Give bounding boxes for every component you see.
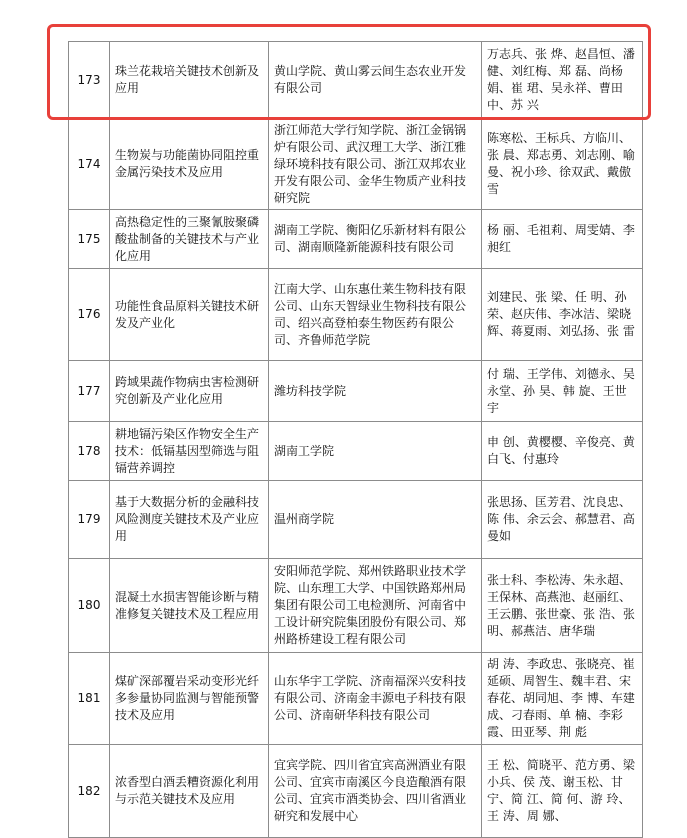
table-row <box>69 42 643 119</box>
completing-units: 江南大学、山东惠仕莱生物科技有限公司、山东天智绿业生物科技有限公司、绍兴高登柏泰生物医药有限公司、齐鲁师范学院 <box>269 269 482 361</box>
completing-people: 刘建民、张 梁、任 明、孙 荣、赵庆伟、李冰洁、梁晓辉、蒋夏雨、刘弘扬、张 雷 <box>482 269 643 361</box>
completing-people: 王 松、简晓平、范方勇、梁小兵、侯 茂、谢玉松、甘 宁、简 江、简 何、游 玲、王 涛、周 娜、 <box>482 745 643 838</box>
completing-people: 万志兵、张 烨、赵昌恒、潘 健、刘红梅、郑 磊、尚杨娟、崔 珺、吴永祥、曹田中、苏 兴 <box>482 42 643 119</box>
table-row <box>69 119 643 210</box>
table-row <box>69 745 643 838</box>
table-row <box>69 422 643 481</box>
completing-units: 宜宾学院、四川省宜宾高洲酒业有限公司、宜宾市南溪区今良造酿酒有限公司、宜宾市酒类协会、四川省酒业研究和发展中心 <box>269 745 482 838</box>
project-title: 耕地镉污染区作物安全生产技术：低镉基因型筛选与阻镉营养调控 <box>110 422 269 481</box>
completing-units: 安阳师范学院、郑州铁路职业技术学院、山东理工大学、中国铁路郑州局集团有限公司工电检测所、河南省中工设计研究院集团股份有限公司、郑州路桥建设工程有限公司 <box>269 559 482 653</box>
completing-people: 胡 涛、李政忠、张晓亮、崔延硕、周智生、魏丰君、宋春花、胡同旭、李 博、车建成、刁春雨、单 楠、李彩霞、田亚琴、荆 彪 <box>482 653 643 745</box>
row-number: 179 <box>69 481 110 559</box>
completing-units: 浙江师范大学行知学院、浙江金锅锅炉有限公司、武汉理工大学、浙江雅绿环境科技有限公司、浙江双邦农业开发有限公司、金华生物质产业科技研究院 <box>269 119 482 210</box>
project-title: 跨域果蔬作物病虫害检测研究创新及产业化应用 <box>110 361 269 422</box>
table-row <box>69 210 643 269</box>
completing-people: 杨 丽、毛祖莉、周雯婧、李昶红 <box>482 210 643 269</box>
table-row <box>69 269 643 361</box>
completing-units: 湖南工学院 <box>269 422 482 481</box>
table-row <box>69 481 643 559</box>
completing-units: 山东华宇工学院、济南福深兴安科技有限公司、济南金丰源电子科技有限公司、济南研华科技有限公司 <box>269 653 482 745</box>
project-title: 生物炭与功能菌协同阻控重金属污染技术及应用 <box>110 119 269 210</box>
project-title: 功能性食品原料关键技术研发及产业化 <box>110 269 269 361</box>
completing-units: 黄山学院、黄山雾云间生态农业开发有限公司 <box>269 42 482 119</box>
row-number: 178 <box>69 422 110 481</box>
row-number: 177 <box>69 361 110 422</box>
project-title: 基于大数据分析的金融科技风险测度关键技术及产业应用 <box>110 481 269 559</box>
table-row <box>69 361 643 422</box>
row-number: 173 <box>69 42 110 119</box>
award-table <box>68 41 643 838</box>
completing-people: 张思扬、匡芳君、沈良忠、陈 伟、余云会、郝慧君、高曼如 <box>482 481 643 559</box>
completing-people: 张士科、李松涛、朱永超、王保林、高燕池、赵丽红、王云鹏、张世豪、张 浩、张 明、郝燕洁、唐华瑞 <box>482 559 643 653</box>
project-title: 混凝土水损害智能诊断与精准修复关键技术及工程应用 <box>110 559 269 653</box>
project-title: 浓香型白酒丢糟资源化利用与示范关键技术及应用 <box>110 745 269 838</box>
table-row <box>69 653 643 745</box>
row-number: 176 <box>69 269 110 361</box>
completing-people: 付 瑞、王学伟、刘德永、吴永堂、孙 昊、韩 旋、王世宇 <box>482 361 643 422</box>
project-title: 煤矿深部覆岩采动变形光纤多参量协同监测与智能预警技术及应用 <box>110 653 269 745</box>
project-title: 珠兰花栽培关键技术创新及应用 <box>110 42 269 119</box>
row-number: 180 <box>69 559 110 653</box>
project-title: 高热稳定性的三聚氰胺聚磷酸盐制备的关键技术与产业化应用 <box>110 210 269 269</box>
completing-units: 潍坊科技学院 <box>269 361 482 422</box>
table-row <box>69 559 643 653</box>
row-number: 181 <box>69 653 110 745</box>
completing-people: 申 创、黄樱樱、辛俊亮、黄白飞、付惠玲 <box>482 422 643 481</box>
row-number: 182 <box>69 745 110 838</box>
completing-people: 陈寒松、王标兵、方临川、张 晨、郑志勇、刘志刚、喻 曼、祝小珍、徐双武、戴傲雪 <box>482 119 643 210</box>
completing-units: 温州商学院 <box>269 481 482 559</box>
row-number: 174 <box>69 119 110 210</box>
row-number: 175 <box>69 210 110 269</box>
completing-units: 湖南工学院、衡阳亿乐新材料有限公司、湖南顺隆新能源科技有限公司 <box>269 210 482 269</box>
